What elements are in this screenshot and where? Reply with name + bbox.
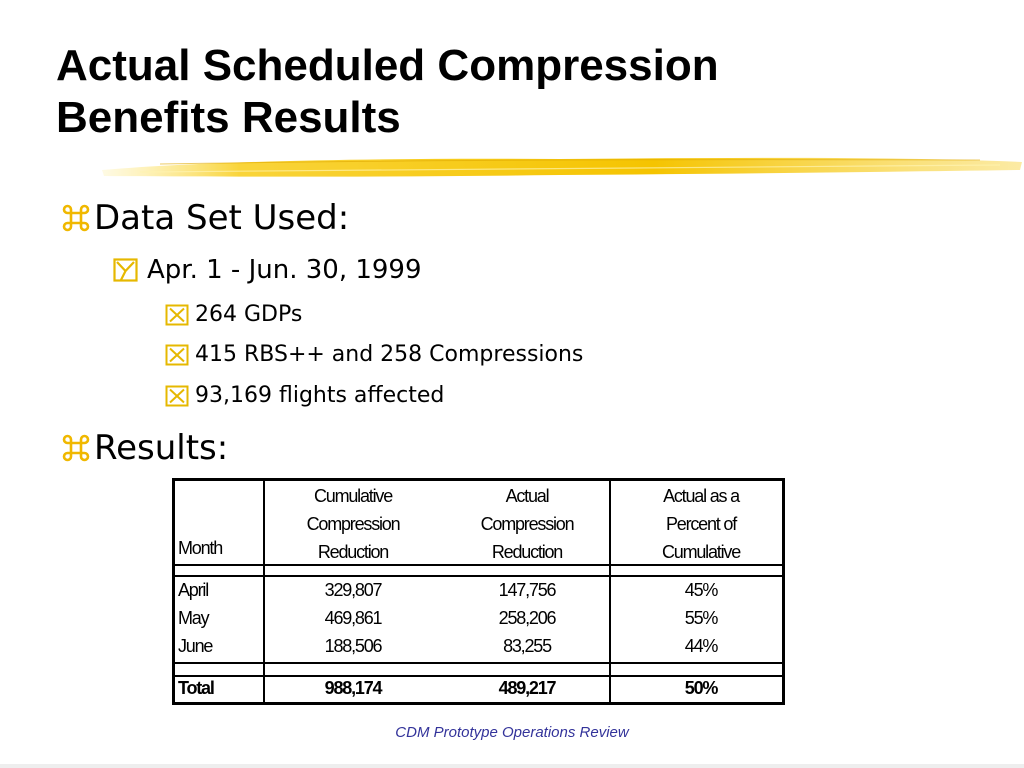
bullet-detail-gdps <box>165 302 302 327</box>
header-text: Reduction <box>491 542 563 562</box>
table-cell-month: April <box>178 580 209 600</box>
row-divider <box>175 675 782 677</box>
header-text: Reduction <box>317 542 389 562</box>
table-cell-cumulative: 329,807 <box>324 580 382 600</box>
table-total-cumulative: 988,174 <box>324 678 382 698</box>
table-cell-actual: 83,255 <box>503 636 551 656</box>
table-total-percent: 50% <box>684 678 718 698</box>
column-divider <box>263 481 265 702</box>
table-cell-cumulative: 188,506 <box>324 636 382 656</box>
header-actual-compression-reduction <box>447 482 607 566</box>
bullet-label: 264 GDPs <box>195 302 303 327</box>
slide-title-line-1: Actual Scheduled Compression <box>56 41 719 90</box>
checkbox-y-icon <box>113 256 147 284</box>
row-divider <box>175 575 782 577</box>
bullet-results <box>62 428 228 468</box>
checkbox-x-icon <box>165 343 195 367</box>
header-month: Month <box>178 538 223 558</box>
header-text: Percent of <box>665 514 737 534</box>
table-cell-actual: 258,206 <box>498 608 556 628</box>
yellow-brush-underline-icon <box>100 150 1024 184</box>
slide-title <box>56 40 956 144</box>
table-cell-cumulative: 469,861 <box>324 608 382 628</box>
header-text: Cumulative <box>661 542 741 562</box>
bullet-date-range <box>113 255 422 285</box>
table-cell-percent: 55% <box>684 608 718 628</box>
header-text: Compression <box>480 514 574 534</box>
results-table <box>172 478 785 705</box>
table-cell-percent: 45% <box>684 580 718 600</box>
column-divider <box>609 481 611 702</box>
table-cell-actual: 147,756 <box>498 580 556 600</box>
command-key-icon <box>62 201 94 235</box>
bullet-label: 415 RBS++ and 258 Compressions <box>195 342 584 367</box>
checkbox-x-icon <box>165 303 195 327</box>
bullet-label: Data Set Used: <box>94 198 350 238</box>
bullet-label: 93,169 flights affected <box>195 383 445 408</box>
bullet-label: Apr. 1 - Jun. 30, 1999 <box>147 255 422 285</box>
table-cell-month: June <box>178 636 213 656</box>
slide-title-line-2: Benefits Results <box>56 93 401 142</box>
bottom-rule <box>0 764 1024 768</box>
header-text: Cumulative <box>313 486 393 506</box>
header-text: Actual <box>505 486 549 506</box>
table-total-label: Total <box>178 678 214 698</box>
bullet-data-set-used <box>62 198 349 238</box>
table-cell-month: May <box>178 608 209 628</box>
slide-footer: CDM Prototype Operations Review <box>395 724 629 741</box>
bullet-detail-compressions <box>165 342 583 367</box>
command-key-icon <box>62 431 94 465</box>
header-cumulative-compression-reduction <box>273 482 433 566</box>
table-total-actual: 489,217 <box>498 678 556 698</box>
header-actual-percent-cumulative <box>621 482 781 566</box>
bullet-label: Results: <box>94 428 229 468</box>
header-text: Actual as a <box>663 486 739 506</box>
table-cell-percent: 44% <box>684 636 718 656</box>
row-divider <box>175 662 782 664</box>
checkbox-x-icon <box>165 384 195 408</box>
header-text: Compression <box>306 514 400 534</box>
bullet-detail-flights <box>165 383 444 408</box>
